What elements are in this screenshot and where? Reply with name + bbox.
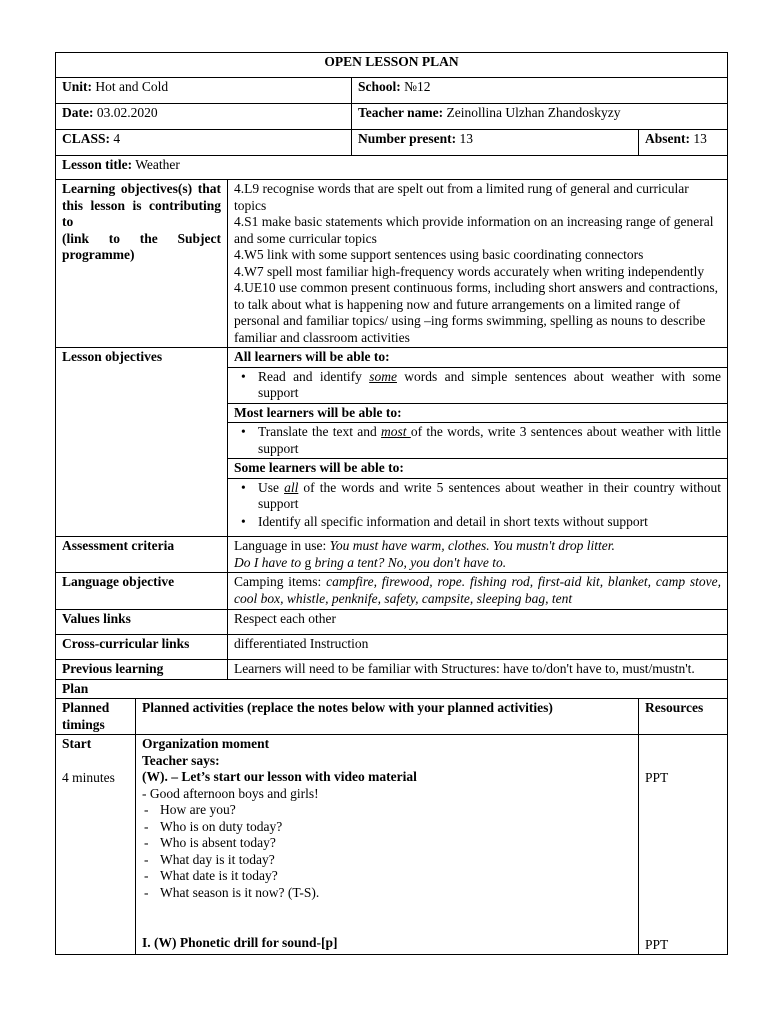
assessment-criteria-value: Language in use: You must have warm, clothes. You mustn't drop litter. Do I have to g bring a tent? No, you don't have to. [228,537,728,573]
lesson-plan-document [55,52,727,955]
objective-item: 4.W5 link with some support sentences using basic coordinating connectors [234,247,644,262]
plan-col-timings: Planned timings [56,699,136,735]
language-objective-label: Language objective [56,573,228,610]
most-learners-item: • Translate the text and most of the words, write 3 sentences about weather with little support [258,424,721,457]
assessment-criteria-label: Assessment criteria [56,537,228,573]
objective-item: 4.S1 make basic statements which provide information on an increasing range of general and some curricular topics [234,214,714,246]
question-item: - What day is it today? [160,852,632,869]
learning-objectives-list [228,180,728,348]
some-learners-heading: Some learners will be able to: [228,459,727,479]
start-timing-cell [56,735,136,955]
resource-ppt: PPT [645,936,669,952]
lesson-objectives-label: Lesson objectives [56,348,228,537]
all-learners-item: • Read and identify some words and simple sentences about weather with some support [258,369,721,402]
teacher-cell: Teacher name: Zeinollina Ulzhan Zhandoskyzy [352,104,728,130]
lesson-title-cell: Lesson title: Weather [56,156,728,180]
plan-label: Plan [56,679,728,699]
learning-objectives-label: Learning objectives(s) that this lesson is contributing to (link to the Subject programme) [56,180,228,348]
objective-item: 4.UE10 use common present continuous forms, including short answers and contractions, to talk about what is happening now and future arrangements on a limited range of personal and familiar topics/ using –ing forms swimming, spelling as nouns to describe familiar and classroom activities [234,280,719,345]
start-activities-cell [136,735,639,955]
values-links-value: Respect each other [228,610,728,635]
teacher-says: Teacher says: [142,752,220,768]
start-duration: 4 minutes [62,769,115,785]
school-cell: School: №12 [352,78,728,104]
organization-heading: Organization moment [142,736,270,751]
question-item: - How are you? [160,802,632,819]
video-instruction: (W). – Let’s start our lesson with video material [142,769,417,784]
question-item: - What date is it today? [160,868,632,885]
objective-item: 4.W7 spell most familiar high-frequency words accurately when writing independently [234,263,705,279]
previous-learning-value: Learners will need to be familiar with Structures: have to/don't have to, must/mustn't. [228,660,728,680]
objective-item: 4.L9 recognise words that are spelt out from a limited rung of general and curricular topics [234,181,689,213]
previous-learning-label: Previous learning [56,660,228,680]
lesson-objectives-cell [228,348,728,537]
all-learners-heading: All learners will be able to: [228,348,727,367]
question-item: - Who is absent today? [160,835,632,852]
some-learners-item: • Identify all specific information and detail in short texts without support [258,514,721,531]
some-learners-item: • Use all of the words and write 5 sentences about weather in their country without support [258,480,721,513]
cross-curricular-label: Cross-curricular links [56,635,228,660]
values-links-label: Values links [56,610,228,635]
cross-curricular-value: differentiated Instruction [228,635,728,660]
question-item: - What season is it now? (T-S). [160,885,632,902]
start-label: Start [62,736,92,751]
document-title: OPEN LESSON PLAN [56,53,728,78]
plan-col-activities: Planned activities (replace the notes below with your planned activities) [136,699,639,735]
class-cell: CLASS: 4 [56,130,352,156]
date-cell: Date: 03.02.2020 [56,104,352,130]
language-objective-value: Camping items: campfire, firewood, rope. fishing rod, first-aid kit, blanket, camp stove, cool box, whistle, penknife, safety, campsite, sleeping bag, tent [228,573,728,610]
start-resources-cell [639,735,728,955]
lesson-plan-table [55,52,728,955]
plan-col-resources: Resources [639,699,728,735]
absent-cell: Absent: 13 [639,130,728,156]
present-cell: Number present: 13 [352,130,639,156]
question-item: - Who is on duty today? [160,819,632,836]
resource-ppt: PPT [645,770,669,785]
most-learners-heading: Most learners will be able to: [228,403,727,423]
phonetic-drill: I. (W) Phonetic drill for sound-[p] [142,935,338,950]
greeting: - Good afternoon boys and girls! [142,785,319,801]
unit-cell: Unit: Hot and Cold [56,78,352,104]
